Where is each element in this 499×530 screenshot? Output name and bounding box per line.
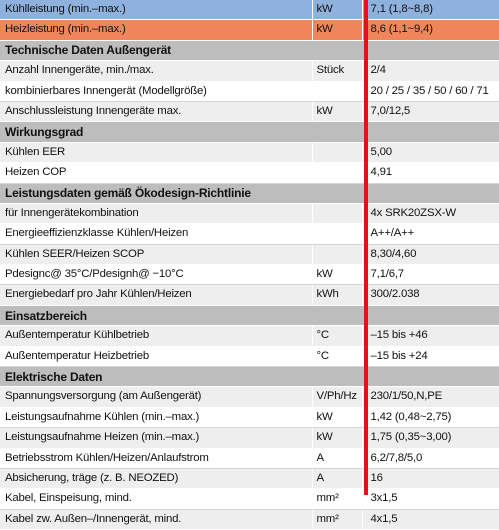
section-header: [0, 305, 499, 325]
row-unit: [312, 203, 362, 223]
table-row: [0, 203, 499, 223]
table-row: [0, 224, 499, 244]
row-unit: kW: [312, 20, 362, 40]
row-unit: kW: [312, 265, 362, 285]
row-label: Außentemperatur Kühlbetrieb: [0, 326, 312, 346]
row-label: Anschlussleistung Innengeräte max.: [0, 101, 312, 121]
row-label: Leistungsaufnahme Kühlen (min.–max.): [0, 407, 312, 427]
row-unit: A: [312, 468, 362, 488]
row-value: 6,2/7,8/5,0: [362, 448, 499, 468]
row-value: A++/A++: [362, 224, 499, 244]
row-label: Leistungsaufnahme Heizen (min.–max.): [0, 428, 312, 448]
row-unit: A: [312, 448, 362, 468]
row-unit: Stück: [312, 61, 362, 81]
row-label: Heizleistung (min.–max.): [0, 20, 312, 40]
row-value: 4,91: [362, 163, 499, 183]
row-label: Außentemperatur Heizbetrieb: [0, 346, 312, 366]
row-unit: mm²: [312, 509, 362, 529]
section-header: [0, 367, 499, 387]
row-value: 3x1,5: [362, 489, 499, 509]
row-unit: V/Ph/Hz: [312, 387, 362, 407]
row-unit: mm²: [312, 489, 362, 509]
row-value: 1,42 (0,48~2,75): [362, 407, 499, 427]
row-label: Kühlen EER: [0, 142, 312, 162]
table-row: [0, 81, 499, 101]
row-unit: [312, 244, 362, 264]
table-row: [0, 346, 499, 366]
row-unit: [312, 81, 362, 101]
row-label: Heizen COP: [0, 163, 312, 183]
table-row: [0, 285, 499, 305]
table-row: [0, 265, 499, 285]
section-title: Wirkungsgrad: [0, 122, 499, 142]
row-label: Kühlleistung (min.–max.): [0, 0, 312, 20]
row-label: Kabel zw. Außen–/Innengerät, mind.: [0, 509, 312, 529]
row-label: Betriebsstrom Kühlen/Heizen/Anlaufstrom: [0, 448, 312, 468]
row-value: 20 / 25 / 35 / 50 / 60 / 71: [362, 81, 499, 101]
row-label: Energiebedarf pro Jahr Kühlen/Heizen: [0, 285, 312, 305]
row-value: 8,30/4,60: [362, 244, 499, 264]
row-unit: [312, 142, 362, 162]
section-title: Technische Daten Außengerät: [0, 40, 499, 60]
table-row: [0, 244, 499, 264]
row-value: –15 bis +46: [362, 326, 499, 346]
row-value: 2/4: [362, 61, 499, 81]
table-row: [0, 468, 499, 488]
row-value: 5,00: [362, 142, 499, 162]
row-label: Anzahl Innengeräte, min./max.: [0, 61, 312, 81]
section-title: Elektrische Daten: [0, 367, 499, 387]
row-value: –15 bis +24: [362, 346, 499, 366]
row-unit: [312, 163, 362, 183]
table-row: [0, 509, 499, 529]
row-unit: °C: [312, 326, 362, 346]
section-title: Leistungsdaten gemäß Ökodesign-Richtlinie: [0, 183, 499, 203]
highlight-row: [0, 20, 499, 40]
table-row: [0, 326, 499, 346]
row-unit: kW: [312, 407, 362, 427]
row-value: 4x1,5: [362, 509, 499, 529]
table-row: [0, 142, 499, 162]
table-row: [0, 387, 499, 407]
row-unit: kW: [312, 428, 362, 448]
table-row: [0, 61, 499, 81]
row-value: 16: [362, 468, 499, 488]
row-unit: kWh: [312, 285, 362, 305]
section-title: Einsatzbereich: [0, 305, 499, 325]
row-value: 300/2.038: [362, 285, 499, 305]
section-header: [0, 122, 499, 142]
row-unit: kW: [312, 0, 362, 20]
red-divider-line: [364, 0, 368, 495]
row-unit: kW: [312, 101, 362, 121]
section-header: [0, 183, 499, 203]
row-label: für Innengerätekombination: [0, 203, 312, 223]
highlight-row: [0, 0, 499, 20]
table-row: [0, 448, 499, 468]
section-header: [0, 40, 499, 60]
table-row: [0, 428, 499, 448]
row-label: Absicherung, träge (z. B. NEOZED): [0, 468, 312, 488]
row-label: Kabel, Einspeisung, mind.: [0, 489, 312, 509]
table-row: [0, 101, 499, 121]
row-label: kombinierbares Innengerät (Modellgröße): [0, 81, 312, 101]
row-value: 7,1 (1,8~8,8): [362, 0, 499, 20]
row-label: Spannungsversorgung (am Außengerät): [0, 387, 312, 407]
row-label: Kühlen SEER/Heizen SCOP: [0, 244, 312, 264]
row-label: Pdesignc@ 35°C/Pdesignh@ −10°C: [0, 265, 312, 285]
row-label: Energieeffizienzklasse Kühlen/Heizen: [0, 224, 312, 244]
row-unit: °C: [312, 346, 362, 366]
row-value: 1,75 (0,35~3,00): [362, 428, 499, 448]
row-value: 8,6 (1,1~9,4): [362, 20, 499, 40]
row-value: 7,0/12,5: [362, 101, 499, 121]
row-value: 7,1/6,7: [362, 265, 499, 285]
table-row: [0, 489, 499, 509]
table-row: [0, 163, 499, 183]
row-value: 4x SRK20ZSX-W: [362, 203, 499, 223]
table-row: [0, 407, 499, 427]
row-unit: [312, 224, 362, 244]
row-value: 230/1/50,N,PE: [362, 387, 499, 407]
